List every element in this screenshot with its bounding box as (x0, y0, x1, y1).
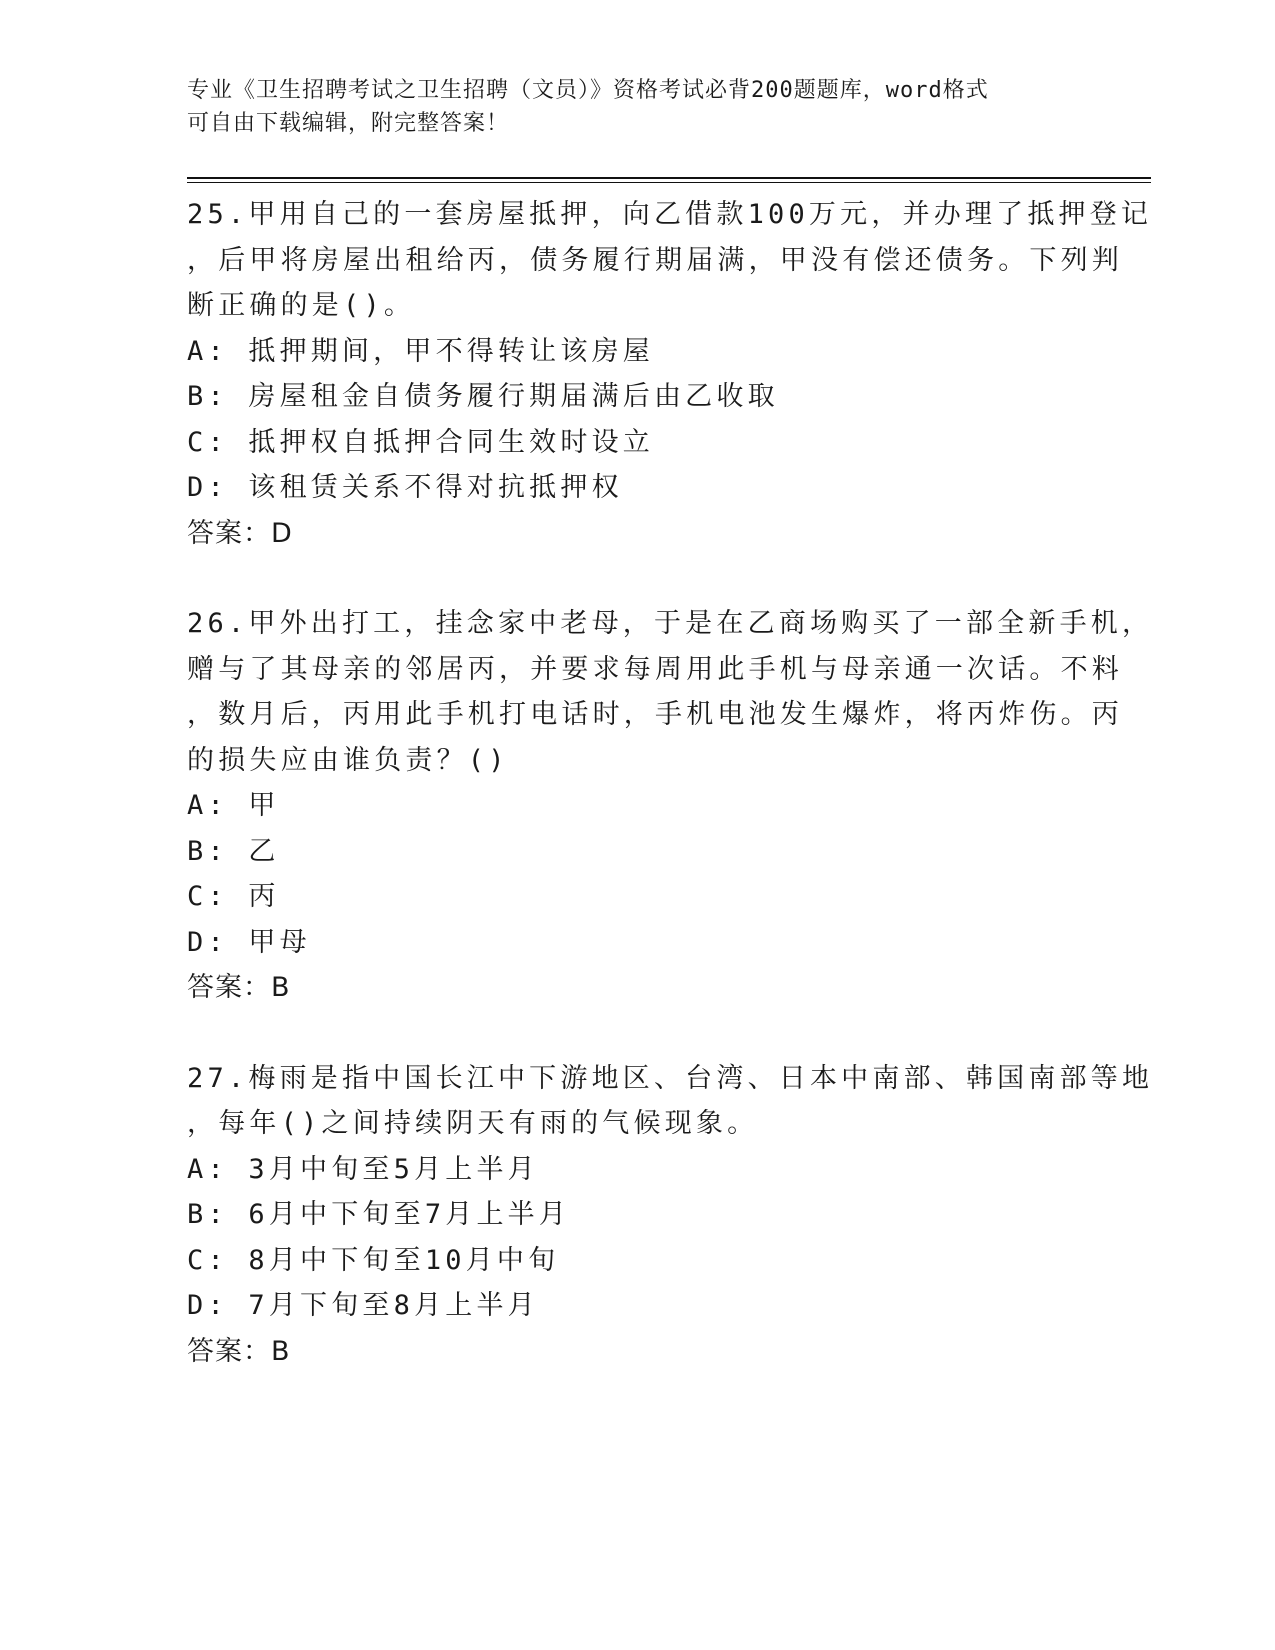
option-d: D: 7月下旬至8月上半月 (187, 1290, 539, 1321)
header-line-1: 专业《卫生招聘考试之卫生招聘（文员）》资格考试必背200题题库，word格式 (187, 78, 989, 103)
option-d: D: 甲母 (187, 926, 311, 958)
question-stem-line: ，数月后，丙用此手机打电话时，手机电池发生爆炸，将丙炸伤。丙 (187, 699, 1123, 730)
header-rule-thin (187, 182, 1151, 183)
option-b: B: 乙 (187, 835, 280, 867)
question-stem (187, 192, 1153, 329)
question-stem-line: 断正确的是()。 (187, 290, 416, 321)
option-a: A: 抵押期间，甲不得转让该房屋 (187, 335, 654, 367)
option-c: C: 丙 (187, 881, 280, 912)
option-b: B: 房屋租金自债务履行期届满后由乙收取 (187, 381, 779, 412)
question-spacer (187, 556, 1087, 601)
question-spacer (187, 1011, 1087, 1056)
question-27 (187, 1056, 1154, 1375)
answer-line: 答案：B (187, 1335, 291, 1367)
option-c: C: 8月中下旬至10月中旬 (187, 1244, 560, 1276)
question-stem-line: 26.甲外出打工，挂念家中老母，于是在乙商场购买了一部全新手机， (187, 608, 1154, 639)
question-stem-line: 27.梅雨是指中国长江中下游地区、台湾、日本中南部、韩国南部等地 (187, 1062, 1154, 1094)
question-stem-line: 赠与了其母亲的邻居丙，并要求每周用此手机与母亲通一次话。不料 (187, 653, 1123, 685)
header-rule-thick (187, 177, 1151, 179)
option-a: A: 甲 (187, 790, 280, 821)
option-c: C: 抵押权自抵押合同生效时设立 (187, 426, 654, 458)
question-26 (187, 601, 1154, 1011)
document-header (187, 74, 1067, 140)
question-25 (187, 192, 1153, 556)
answer-line: 答案：D (187, 517, 293, 549)
question-stem-line: 的损失应由谁负责？() (187, 744, 509, 776)
option-d: D: 该租赁关系不得对抗抵押权 (187, 472, 623, 503)
option-a: A: 3月中旬至5月上半月 (187, 1153, 539, 1185)
question-list (187, 192, 1154, 1374)
header-line-2: 可自由下载编辑，附完整答案！ (187, 111, 510, 136)
answer-line: 答案：B (187, 972, 291, 1003)
question-stem-line: 25.甲用自己的一套房屋抵押，向乙借款100万元，并办理了抵押登记 (187, 199, 1153, 230)
question-stem-line: ，后甲将房屋出租给丙，债务履行期届满，甲没有偿还债务。下列判 (187, 244, 1123, 276)
question-stem-line: ，每年()之间持续阴天有雨的气候现象。 (187, 1108, 759, 1139)
question-stem (187, 601, 1154, 783)
option-b: B: 6月中下旬至7月上半月 (187, 1199, 571, 1230)
question-stem (187, 1056, 1154, 1147)
